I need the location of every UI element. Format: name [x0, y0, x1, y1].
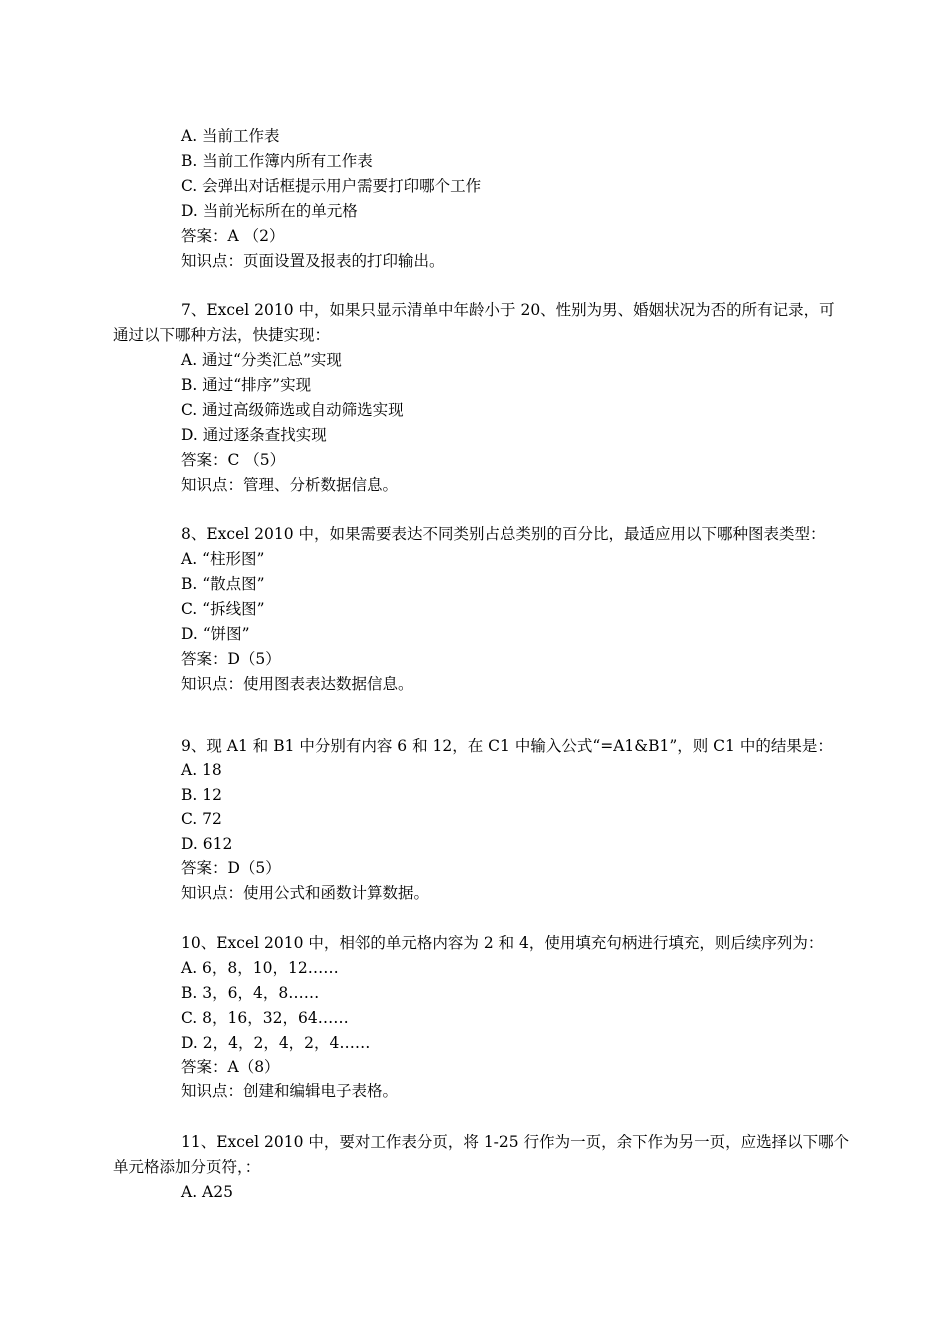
q10-knowledge: 知识点：创建和编辑电子表格。 — [181, 1082, 399, 1100]
q7-knowledge: 知识点：管理、分析数据信息。 — [181, 476, 399, 494]
q9-option-a: A. 18 — [181, 761, 222, 779]
q9-option-c: C. 72 — [181, 810, 222, 828]
q7-option-a: A. 通过“分类汇总”实现 — [181, 351, 342, 369]
q6-option-d: D. 当前光标所在的单元格 — [181, 202, 358, 220]
q6-knowledge: 知识点：页面设置及报表的打印输出。 — [181, 252, 445, 270]
q7-stem-line1: 7、Excel 2010 中，如果只显示清单中年龄小于 20、性别为男、婚姻状况为否的所有记录，可 — [181, 301, 835, 319]
q9-knowledge: 知识点：使用公式和函数计算数据。 — [181, 884, 430, 902]
q10-stem-line1: 10、Excel 2010 中，相邻的单元格内容为 2 和 4，使用填充句柄进行填充，则后续序列为： — [181, 934, 824, 952]
q6-option-a: A. 当前工作表 — [181, 127, 280, 145]
q7-option-d: D. 通过逐条查找实现 — [181, 426, 327, 444]
q8-option-d: D. “饼图” — [181, 625, 250, 643]
q8-knowledge: 知识点：使用图表表达数据信息。 — [181, 675, 414, 693]
q11-stem-line2: 单元格添加分页符，： — [113, 1158, 261, 1176]
q6-answer: 答案：A （2） — [181, 227, 285, 245]
q9-answer: 答案：D（5） — [181, 859, 281, 877]
q7-option-b: B. 通过“排序”实现 — [181, 376, 312, 394]
q6-option-c: C. 会弹出对话框提示用户需要打印哪个工作 — [181, 177, 482, 195]
q8-option-b: B. “散点图” — [181, 575, 265, 593]
q11-option-a: A. A25 — [181, 1183, 233, 1201]
q10-option-c: C. 8，16，32，64…… — [181, 1009, 349, 1027]
q9-option-b: B. 12 — [181, 786, 222, 804]
q11-stem-line1: 11、Excel 2010 中，要对工作表分页，将 1-25 行作为一页，余下作为另一页，应选择以下哪个 — [181, 1133, 850, 1151]
q8-answer: 答案：D（5） — [181, 650, 281, 668]
q10-option-d: D. 2，4，2，4，2，4…… — [181, 1034, 371, 1052]
q7-option-c: C. 通过高级筛选或自动筛选实现 — [181, 401, 404, 419]
q8-stem-line1: 8、Excel 2010 中，如果需要表达不同类别占总类别的百分比，最适应用以下哪种图表类型： — [181, 525, 826, 543]
q8-option-c: C. “拆线图” — [181, 600, 265, 618]
q7-stem-line2: 通过以下哪种方法，快捷实现： — [113, 326, 331, 344]
q10-option-b: B. 3，6，4，8…… — [181, 984, 320, 1002]
q6-option-b: B. 当前工作簿内所有工作表 — [181, 152, 373, 170]
q7-answer: 答案：C （5） — [181, 451, 286, 469]
q10-option-a: A. 6，8，10，12…… — [181, 959, 339, 977]
q8-option-a: A. “柱形图” — [181, 550, 265, 568]
q10-answer: 答案：A（8） — [181, 1058, 280, 1076]
q9-stem-line1: 9、现 A1 和 B1 中分别有内容 6 和 12，在 C1 中输入公式“=A1&B1”，则 C1 中的结果是： — [181, 737, 833, 755]
q9-option-d: D. 612 — [181, 835, 233, 853]
